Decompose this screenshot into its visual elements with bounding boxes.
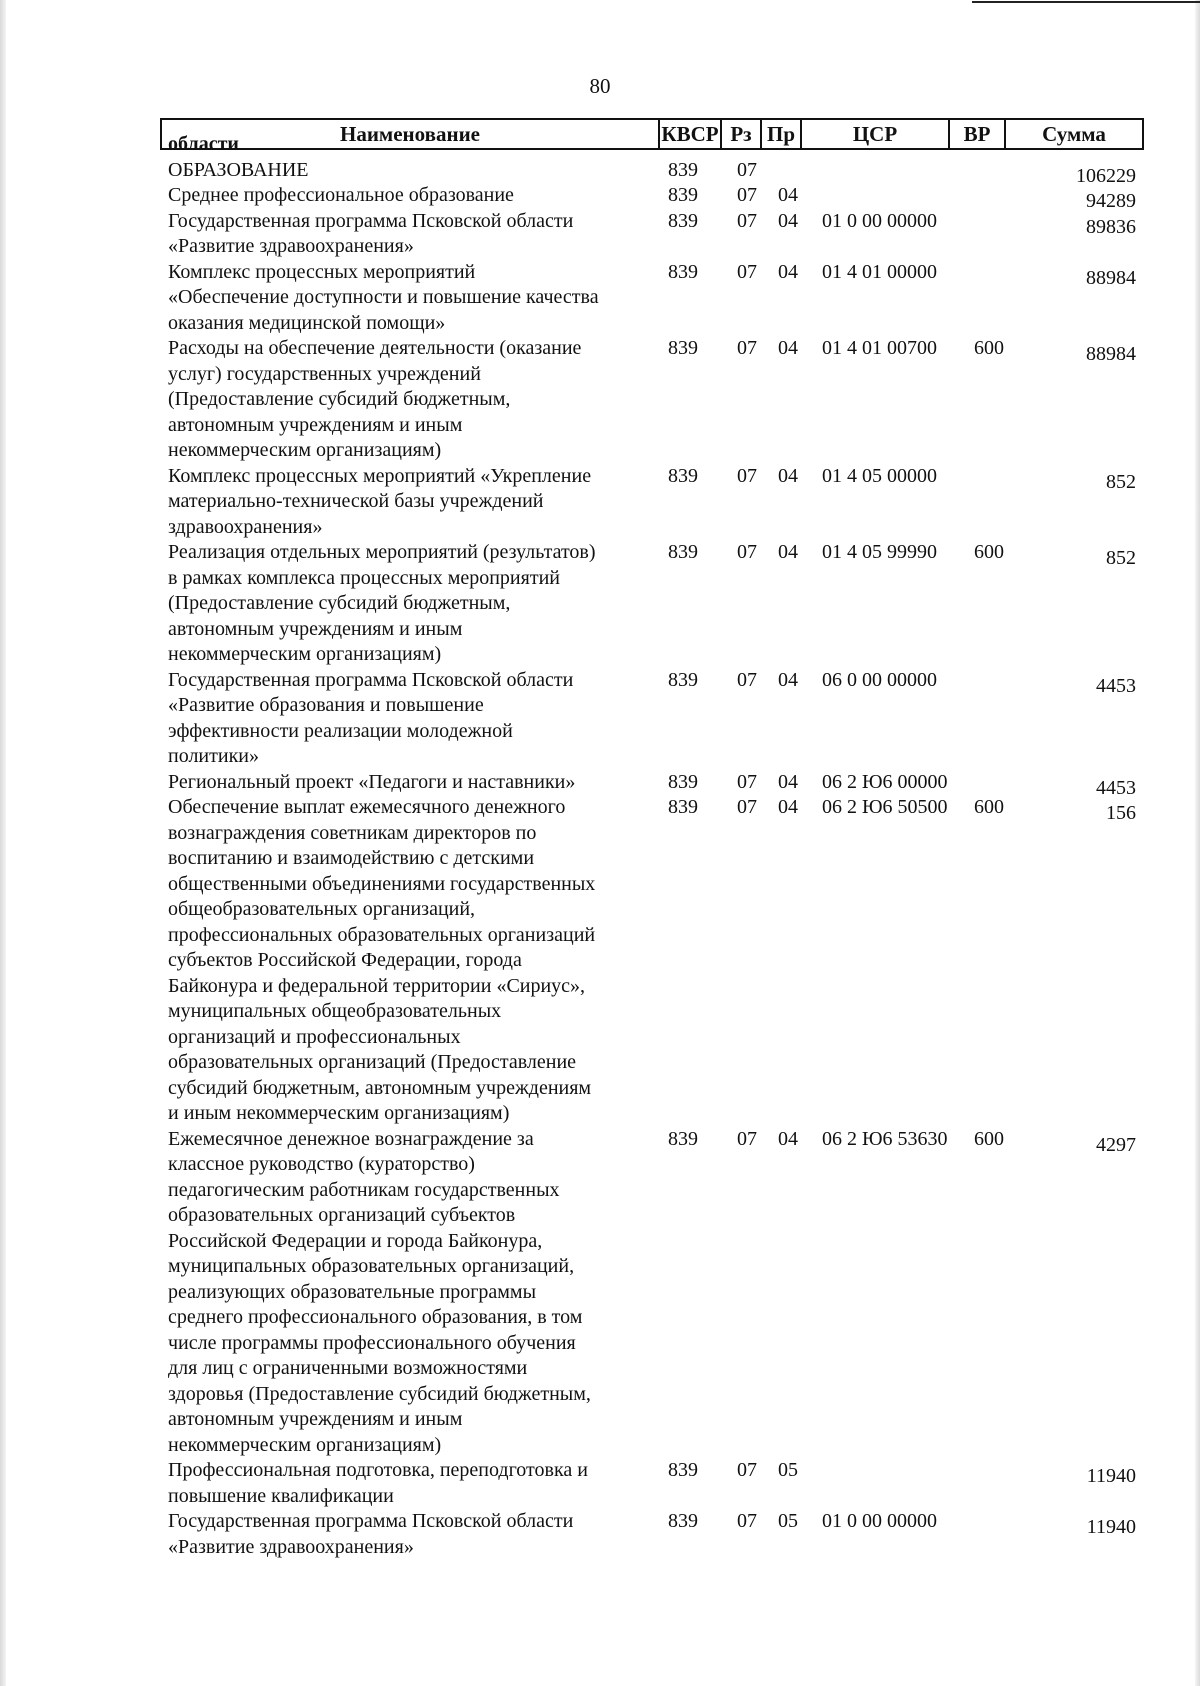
name-cell xyxy=(168,336,648,464)
sum-cell: 852 xyxy=(1106,470,1136,493)
name-cell xyxy=(168,1458,648,1509)
pr-cell: 04 xyxy=(778,184,798,206)
name-line: для лиц с ограниченными возможностями xyxy=(168,1357,528,1379)
rz-cell: 07 xyxy=(737,1510,757,1532)
name-line: среднего профессионального образования, в том xyxy=(168,1306,583,1328)
rz-cell: 07 xyxy=(737,184,757,206)
kvsr-cell: 839 xyxy=(668,337,698,359)
name-line: субсидий бюджетным, автономным учреждениям xyxy=(168,1076,592,1099)
name-line: общественными объединениями государственных xyxy=(168,872,596,895)
sum-cell: 852 xyxy=(1106,547,1136,569)
rz-cell: 07 xyxy=(737,770,757,793)
name-cell xyxy=(168,1127,648,1459)
name-line: образовательных организаций (Предоставление xyxy=(168,1051,577,1073)
rz-cell: 07 xyxy=(737,337,757,359)
name-line: организаций и профессиональных xyxy=(168,1025,461,1048)
name-cell xyxy=(168,260,648,337)
name-cell xyxy=(168,770,648,796)
csr-cell: 06 0 00 00000 xyxy=(822,668,937,691)
name-line: муниципальных образовательных организаций, xyxy=(168,1255,575,1277)
name-cell xyxy=(168,1509,648,1560)
name-line: политики» xyxy=(168,745,259,767)
pr-cell: 04 xyxy=(778,1127,798,1150)
header-vr: ВР xyxy=(950,120,1006,148)
name-cell xyxy=(168,795,648,1127)
name-line: педагогическим работникам государственных xyxy=(168,1178,560,1201)
pr-cell: 05 xyxy=(778,1459,798,1481)
rz-cell: 07 xyxy=(737,464,757,487)
name-line: Профессиональная подготовка, переподготовка и xyxy=(168,1459,588,1481)
name-line: воспитанию и взаимодействию с детскими xyxy=(168,847,535,869)
csr-cell: 06 2 Ю6 53630 xyxy=(822,1127,948,1150)
vr-cell: 600 xyxy=(974,796,1004,818)
name-line: субъектов Российской Федерации, города xyxy=(168,949,522,971)
name-line: «Развитие здравоохранения» xyxy=(168,1535,414,1558)
header-sum: Сумма xyxy=(1042,122,1106,146)
sum-cell: 88984 xyxy=(1086,343,1136,365)
name-line: «Развитие образования и повышение xyxy=(168,694,484,716)
name-line: вознаграждения советникам директоров по xyxy=(168,821,537,844)
kvsr-cell: 839 xyxy=(668,1510,698,1532)
pr-cell: 04 xyxy=(778,541,798,563)
name-line: некоммерческим организациям) xyxy=(168,439,442,461)
sum-cell: 4453 xyxy=(1096,674,1136,697)
pr-cell: 04 xyxy=(778,796,798,818)
name-line: Расходы на обеспечение деятельности (оказание xyxy=(168,337,582,359)
name-line: Комплекс процессных мероприятий «Укрепление xyxy=(168,464,592,487)
name-line: Региональный проект «Педагоги и наставники» xyxy=(168,770,576,793)
pr-cell: 04 xyxy=(778,209,798,232)
name-line: «Обеспечение доступности и повышение качества xyxy=(168,286,599,308)
rz-cell: 07 xyxy=(737,668,757,691)
vr-cell: 600 xyxy=(974,337,1004,359)
sum-cell: 11940 xyxy=(1086,1516,1136,1538)
sum-cell: 4453 xyxy=(1096,776,1136,799)
kvsr-cell: 839 xyxy=(668,260,698,283)
pr-cell: 04 xyxy=(778,464,798,487)
vr-cell: 600 xyxy=(974,1127,1004,1150)
rz-cell: 07 xyxy=(737,260,757,283)
name-line: Байконура и федеральной территории «Сириус», xyxy=(168,974,586,997)
header-name: Наименование xyxy=(162,120,660,148)
pr-cell: 04 xyxy=(778,668,798,691)
name-line: оказания медицинской помощи» xyxy=(168,311,446,334)
name-line: Реализация отдельных мероприятий (результатов) xyxy=(168,541,596,563)
name-line: автономным учреждениям и иным xyxy=(168,1408,463,1430)
header-pr: Пр xyxy=(762,120,802,148)
name-cell xyxy=(168,209,648,260)
sum-cell: 106229 xyxy=(1076,164,1136,187)
kvsr-cell: 839 xyxy=(668,158,698,181)
kvsr-cell: 839 xyxy=(668,209,698,232)
header-csr: ЦСР xyxy=(802,120,950,148)
name-line: Комплекс процессных мероприятий xyxy=(168,260,476,283)
pr-cell: 04 xyxy=(778,260,798,283)
name-line: Российской Федерации и города Байконура, xyxy=(168,1229,543,1252)
csr-cell: 06 2 Ю6 00000 xyxy=(822,770,948,793)
name-line: эффективности реализации молодежной xyxy=(168,719,513,742)
name-line: (Предоставление субсидий бюджетным, xyxy=(168,592,511,614)
name-cell xyxy=(168,668,648,770)
name-cell xyxy=(168,132,648,158)
name-line: муниципальных общеобразовательных xyxy=(168,1000,502,1022)
kvsr-cell: 839 xyxy=(668,464,698,487)
name-line: общеобразовательных организаций, xyxy=(168,898,476,920)
name-line: автономным учреждениям и иным xyxy=(168,413,463,436)
name-line: некоммерческим организациям) xyxy=(168,643,442,665)
sum-cell: 4297 xyxy=(1096,1133,1136,1156)
name-line: «Развитие здравоохранения» xyxy=(168,235,414,257)
name-line: Государственная программа Псковской области xyxy=(168,1510,574,1532)
name-line: классное руководство (кураторство) xyxy=(168,1153,475,1175)
name-line: Государственная программа Псковской области xyxy=(168,209,574,232)
name-cell xyxy=(168,158,648,184)
name-line: Государственная программа Псковской области xyxy=(168,668,574,691)
header-kvsr: КВСР xyxy=(660,120,722,148)
kvsr-cell: 839 xyxy=(668,184,698,206)
csr-cell: 01 4 05 00000 xyxy=(822,464,937,487)
kvsr-cell: 839 xyxy=(668,796,698,818)
name-line: здоровья (Предоставление субсидий бюджетным, xyxy=(168,1382,591,1405)
sum-cell: 11940 xyxy=(1086,1465,1136,1487)
rz-cell: 07 xyxy=(737,209,757,232)
pr-cell: 04 xyxy=(778,770,798,793)
kvsr-cell: 839 xyxy=(668,1459,698,1481)
kvsr-cell: 839 xyxy=(668,668,698,691)
csr-cell: 01 0 00 00000 xyxy=(822,1510,937,1532)
csr-cell: 01 4 01 00000 xyxy=(822,260,937,283)
name-line: (Предоставление субсидий бюджетным, xyxy=(168,388,511,410)
name-line: профессиональных образовательных организаций xyxy=(168,923,596,946)
name-line: в рамках комплекса процессных мероприятий xyxy=(168,566,560,589)
name-line: услуг) государственных учреждений xyxy=(168,362,481,385)
name-line: области xyxy=(168,133,239,155)
name-cell xyxy=(168,183,648,209)
pr-cell: 05 xyxy=(778,1510,798,1532)
name-cell xyxy=(168,464,648,541)
name-line: некоммерческим организациям) xyxy=(168,1433,442,1456)
sum-cell: 89836 xyxy=(1086,215,1136,238)
vr-cell: 600 xyxy=(974,541,1004,563)
kvsr-cell: 839 xyxy=(668,1127,698,1150)
sum-cell: 94289 xyxy=(1086,190,1136,212)
csr-cell: 01 4 05 99990 xyxy=(822,541,937,563)
rz-cell: 07 xyxy=(737,796,757,818)
name-line: повышение квалификации xyxy=(168,1484,394,1507)
kvsr-cell: 839 xyxy=(668,770,698,793)
rz-cell: 07 xyxy=(737,541,757,563)
name-line: Среднее профессиональное образование xyxy=(168,184,514,206)
rz-cell: 07 xyxy=(737,1127,757,1150)
csr-cell: 01 0 00 00000 xyxy=(822,209,937,232)
name-line: материально-технической базы учреждений xyxy=(168,490,544,512)
name-line: автономным учреждениям и иным xyxy=(168,617,463,640)
name-line: ОБРАЗОВАНИЕ xyxy=(168,158,309,181)
rz-cell: 07 xyxy=(737,1459,757,1481)
header-rz: Рз xyxy=(722,120,762,148)
csr-cell: 01 4 01 00700 xyxy=(822,337,937,359)
name-cell xyxy=(168,540,648,668)
name-line: и иным некоммерческим организациям) xyxy=(168,1102,510,1124)
sum-cell: 156 xyxy=(1106,802,1136,824)
csr-cell: 06 2 Ю6 50500 xyxy=(822,796,948,818)
rz-cell: 07 xyxy=(737,158,757,181)
name-line: Обеспечение выплат ежемесячного денежного xyxy=(168,796,566,818)
sum-cell: 88984 xyxy=(1086,266,1136,289)
kvsr-cell: 839 xyxy=(668,541,698,563)
name-line: здравоохранения» xyxy=(168,515,323,538)
name-line: реализующих образовательные программы xyxy=(168,1280,537,1303)
name-line: числе программы профессионального обучения xyxy=(168,1331,576,1354)
pr-cell: 04 xyxy=(778,337,798,359)
name-line: образовательных организаций субъектов xyxy=(168,1204,516,1226)
name-line: Ежемесячное денежное вознаграждение за xyxy=(168,1127,534,1150)
page-number: 80 xyxy=(589,74,611,98)
